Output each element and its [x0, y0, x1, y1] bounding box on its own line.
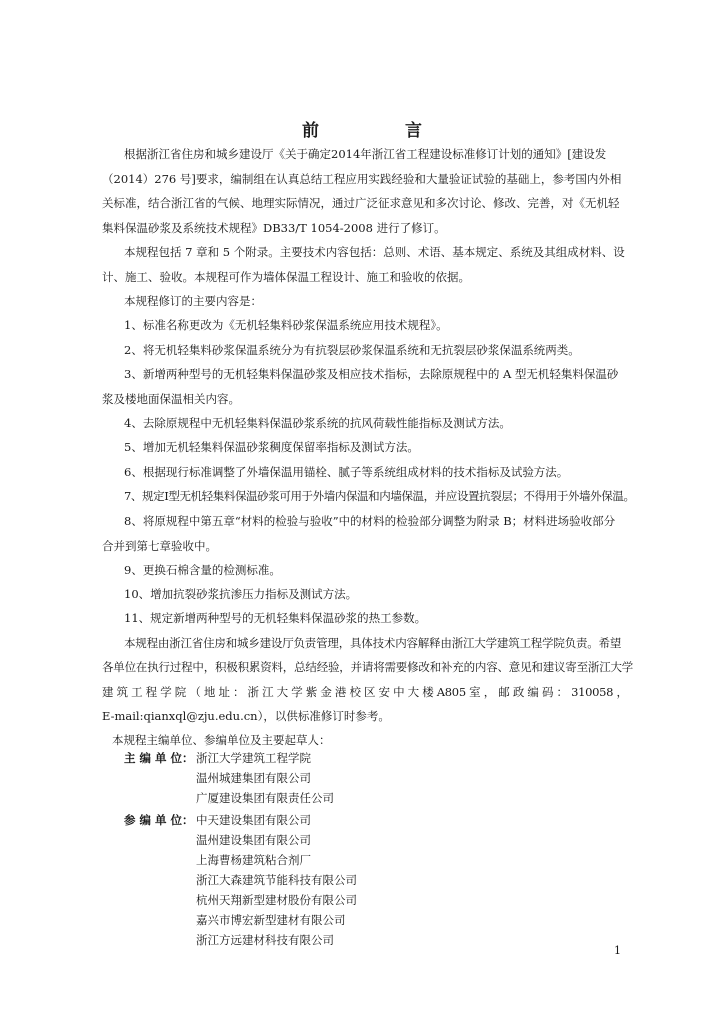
chief-units-label: 主 编 单 位：: [124, 751, 194, 765]
participating-unit-name: 上海曹杨建筑粘合剂厂: [196, 853, 311, 867]
participating-unit-name: 浙江方远建材科技有限公司: [196, 933, 334, 947]
units-intro: 本规程主编单位、参编单位及主要起草人：: [112, 733, 331, 747]
participating-unit-name: 中天建设集团有限公司: [196, 813, 311, 827]
page-number: 1: [614, 944, 621, 957]
page-title: 前 言: [302, 121, 462, 141]
list-item: 9、更换石棉含量的检测标准。: [124, 563, 281, 577]
list-item: 2、将无机轻集料砂浆保温系统分为有抗裂层砂浆保温系统和无抗裂层砂浆保温系统两类。: [124, 343, 580, 357]
participating-unit-name: 杭州天翔新型建材股份有限公司: [196, 893, 357, 907]
list-item: 1、标准名称更改为《无机轻集料砂浆保温系统应用技术规程》。: [124, 318, 448, 332]
chief-unit-name: 温州城建集团有限公司: [196, 771, 311, 785]
intro-paragraph: 根据浙江省住房和城乡建设厅《关于确定2014年浙江省工程建设标准修订计划的通知》[建设发（2014）276 号]要求，编制组在认真总结工程应用实践经验和大量验证试验的基础上，参考国内外相关标准，结合浙江省的气候、地理实际情况，通过广泛征求意见和多次讨论、修改、完善，对《无机轻集料保温砂浆及系统技术规程》DB33/T 1054-2008 进行了修订。: [102, 147, 622, 235]
participating-units-label: 参 编 单 位：: [124, 813, 194, 827]
management-line-4: E-mail:qianxql@zju.edu.cn），以供标准修订时参考。: [102, 709, 390, 723]
management-line-3: 建 筑 工 程 学 院 （ 地 址 ： 浙 江 大 学 紫 金 港 校 区 安 中 大 楼 A805 室 ， 邮 政 编 码 ： 310058 ，: [102, 685, 628, 699]
list-item: 5、增加无机轻集料保温砂浆稠度保留率指标及测试方法。: [124, 440, 419, 454]
chief-unit-name: 广厦建设集团有限责任公司: [196, 791, 334, 805]
revision-heading: 本规程修订的主要内容是：: [124, 294, 262, 308]
chief-unit-name: 浙江大学建筑工程学院: [196, 751, 311, 765]
participating-unit-name: 温州建设集团有限公司: [196, 833, 311, 847]
list-item: 10、增加抗裂砂浆抗渗压力指标及测试方法。: [124, 587, 358, 601]
management-line-1: 本规程由浙江省住房和城乡建设厅负责管理，具体技术内容解释由浙江大学建筑工程学院负责。希望: [124, 636, 622, 650]
list-item: 4、去除原规程中无机轻集料保温砂浆系统的抗风荷载性能指标及测试方法。: [124, 416, 511, 430]
list-item: 8、将原规程中第五章“材料的检验与验收”中的材料的检验部分调整为附录 B；材料进场验收部分合并到第七章验收中。: [102, 514, 616, 553]
scope-paragraph: 本规程包括 7 章和 5 个附录。主要技术内容包括：总则、术语、基本规定、系统及其组成材料、设计、施工、验收。本规程可作为墙体保温工程设计、施工和验收的依据。: [102, 245, 625, 284]
participating-unit-name: 浙江大森建筑节能科技有限公司: [196, 873, 357, 887]
list-item: 7、规定Ⅰ型无机轻集料保温砂浆可用于外墙内保温和内墙保温，并应设置抗裂层；不得用于外墙外保温。: [124, 489, 635, 503]
management-line-2: 各单位在执行过程中，积极积累资料，总结经验，并请将需要修改和补充的内容、意见和建议寄至浙江大学: [102, 660, 634, 674]
list-item: 6、根据现行标准调整了外墙保温用锚栓、腻子等系统组成材料的技术指标及试验方法。: [124, 465, 569, 479]
participating-unit-name: 嘉兴市博宏新型建材有限公司: [196, 913, 346, 927]
list-item: 3、新增两种型号的无机轻集料保温砂浆及相应技术指标，去除原规程中的 A 型无机轻集料保温砂浆及楼地面保温相关内容。: [102, 367, 619, 406]
list-item: 11、规定新增两种型号的无机轻集料保温砂浆的热工参数。: [124, 611, 427, 625]
